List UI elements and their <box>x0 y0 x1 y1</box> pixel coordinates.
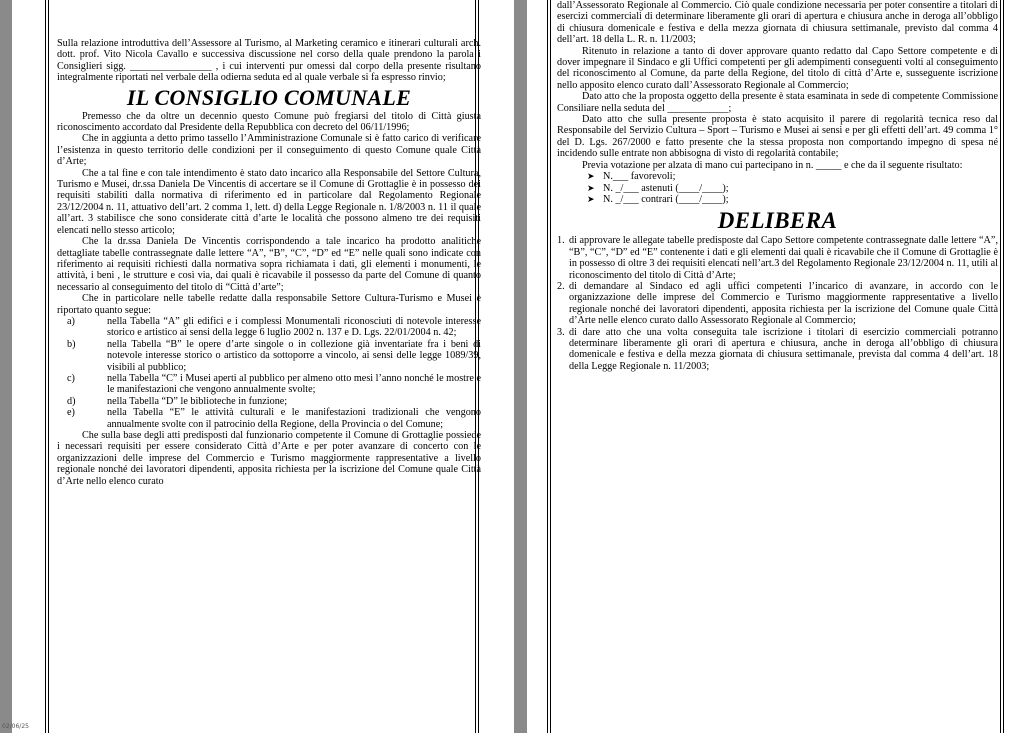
right-margin-rule <box>1000 0 1004 733</box>
paragraph-premesso: Premesso che da oltre un decennio questo Comune può fregiarsi del titolo di Città giusta riconoscimento accordato dal Presidente della Repubblica con decreto del 06/11/1996; <box>57 110 481 134</box>
list-item: a) nella Tabella “A” gli edifici e i complessi Monumentali riconosciuti di notevole interesse storico e artistico ai sensi della legge 6 luglio 2002 n. 137 e D. Lgs. 22/01/2004 n. 42; <box>67 315 481 339</box>
list-item: 2. di demandare al Sindaco ed agli uffici competenti l’incarico di avanzare, in accordo con le organizzazione delle imprese del Commercio e Turismo maggiormente rappresentative a livello regionale nonché dei lavoratori dipendenti, apposita richiesta per la iscrizione del Comune quale Città d’Arte nelle elenco curato dallo Assessorato Regionale al Commercio; <box>557 280 998 327</box>
arrow-bullet-icon: ➤ <box>587 171 595 182</box>
arrow-bullet-icon: ➤ <box>587 193 595 204</box>
left-margin-rule <box>547 0 551 733</box>
paragraph-continuation: dall’Assessorato Regionale al Commercio. Ciò quale condizione necessaria per poter consentire a titolari di esercizi commerciali di determinare liberamente gli orari di apertura e chiusura anche in deroga all’obbligo di chiusura domenicale e festiva e della mezza giornata di chiusura settimanale, previsto dal comma 4 dell’art. 18 della L. R. n. 11/2003; <box>557 0 998 46</box>
vote-line: ➤ N. _/___ contrari (____/____); <box>587 193 729 205</box>
paragraph-particolare: Che in particolare nelle tabelle redatte dalla responsabile Settore Cultura-Turismo e Musei è riportato quanto segue: <box>57 293 481 316</box>
right-page <box>527 0 1024 733</box>
paragraph-commissione: Dato atto che la proposta oggetto della presente è stata esaminata in sede di competente Commissione Consiliare nella seduta del ____________; <box>557 91 998 114</box>
list-item: 1. di approvare le allegate tabelle predisposte dal Capo Settore competente contrassegnate dalle lettere “A”, “B”, “C”, “D” ed “E” contenente i dati e gli elementi dai quali è ricavabile che il Comune di Grottaglie è in possesso di oltre 3 dei requisiti elencati nell’art.3 del Regolamento Regionale 23/12/2004 n. 11, utili al riconoscimento del titolo di Città d’Arte; <box>557 235 998 281</box>
list-item: d) nella Tabella “D” le biblioteche in funzione; <box>67 395 288 407</box>
list-item: 3. di dare atto che una volta conseguita tale iscrizione i titolari di esercizio commerciali potranno determinare liberamente gli orari di apertura e chiusura, anche in deroga all’obbligo di chiusura domenicale e festiva e della mezza giornata di chiusura settimanale, prevista dal comma 4 dell’art. 18 della Legge Regionale n. 11/2003; <box>557 326 998 372</box>
intro-paragraph: Sulla relazione introduttiva dell’Assessore al Turismo, al Marketing ceramico e itinerari culturali arch. dott. prof. Vito Nicola Cavallo e successiva discussione nel corso della quale prendono la parola i Consiglieri sigg. ________________ , i cui interventi pur omessi dal corpo della presente risultano integralmente riportati nel verbale della odierna seduta ed al quale verbale si fa espresso rinvio; <box>57 38 481 84</box>
paragraph-aggiunta: Che in aggiunta a detto primo tassello l’Amministrazione Comunale si è fatto carico di verificare l’esistenza in questo territorio delle condizioni per il conseguimento di questo Comune quale Città d’Arte; <box>57 133 481 168</box>
vote-line: ➤ N.___ favorevoli; <box>587 171 676 183</box>
paragraph-ritenuto: Ritenuto in relazione a tanto di dover approvare quanto redatto dal Capo Settore competente e di dover impegnare il Sindaco e gli Uffici competenti per gli adempimenti conseguenti volti al conseguimento del riconoscimento al Comune, da parte della Regione, del titolo di città d’Arte e, susseguente iscrizione nello apposito elenco curato dall’Assessorato Regionale al Commercio; <box>557 45 998 91</box>
paragraph-requisiti: Che sulla base degli atti predisposti dal funzionario competente il Comune di Grottaglie possiede i necessari requisiti per essere considerato Città d’Arte e per poter avanzare di concerto con le organizzazioni delle imprese del Commercio e Turismo maggiormente rappresentative a livello regionale nonché dei lavoratori dipendenti, apposita richiesta per la iscrizione del Comune quale Città d’Arte nello elenco curato <box>57 430 481 487</box>
left-margin-rule <box>45 0 49 733</box>
list-item: c) nella Tabella “C” i Musei aperti al pubblico per almeno otto mesi l’anno nonché le mostre e le manifestazioni che vengono annualmente svolte; <box>67 372 481 396</box>
left-page-text <box>57 38 481 487</box>
print-date: 02/06/25 <box>2 723 29 730</box>
delibera-heading: DELIBERA <box>717 208 838 234</box>
paragraph-votazione: Previa votazione per alzata di mano cui partecipano in n. _____ e che da il seguente risultato: <box>582 159 963 171</box>
paragraph-parere: Dato atto che sulla presente proposta è stato acquisito il parere di regolarità tecnica reso dal Responsabile del Servizio Cultura – Sport – Turismo e Musei ai sensi e per gli effetti dell’art. 49 comma 1° del D. Lgs. 267/2000 e fatto presente che la stessa proposta non comportando impegno di spesa né incidendo sulle entrate non abbisogna di visto di regolarità contabile; <box>557 114 998 160</box>
vote-line: ➤ N. _/___ astenuti (____/____); <box>587 182 729 194</box>
left-page <box>12 0 514 733</box>
arrow-bullet-icon: ➤ <box>587 182 595 193</box>
paragraph-tabelle: Che la dr.ssa Daniela De Vincentis corrispondendo a tale incarico ha prodotto analitiche dettagliate tabelle contrassegnate dalle lettere “A”, “B”, “C”, “D” ed “E” nelle quali sono indicate con riferimento ai requisiti richiesti dalla normativa sopra richiamata i dati, gli elementi i monumenti, le attività, i beni , le strutture e così via, dai quali è ricavabile il possesso da parte del Comune di quanto necessario al conseguimento del titolo di “Città d’arte”; <box>57 236 481 293</box>
list-item: b) nella Tabella “B” le opere d’arte singole o in collezione già inventariate fra i beni di notevole interesse storico o artistico da sottoporre a vincolo, ai sensi delle legge 1089/39, visibili al pubblico; <box>67 338 481 373</box>
council-heading: IL CONSIGLIO COMUNALE <box>126 84 412 110</box>
list-item: e) nella Tabella “E” le attività culturali e le manifestazioni tradizionali che vengono annualmente svolte con il patrocinio della Regione, della Provincia o del Comune; <box>67 407 481 430</box>
right-page-text <box>557 0 998 372</box>
paragraph-incarico: Che a tal fine e con tale intendimento è stato dato incarico alla Responsabile del Settore Cultura, Turismo e Musei, dr.ssa Daniela De Vincentis di accertare se il Comune di Grottaglie è in possesso dei requisiti stabiliti dalla normativa di riferimento ed in particolare dal Regolamento Regionale 23/12/2004 n. 11, attuativo dell’art. 2 comma 1, lett. d) della Legge Regionale n. 1/8/2003 n. 11 il quale all’art. 3 stabilisce che sono considerate città d’arte le località che possono almeno tre dei requisiti elencati nello stesso articolo; <box>57 167 481 236</box>
